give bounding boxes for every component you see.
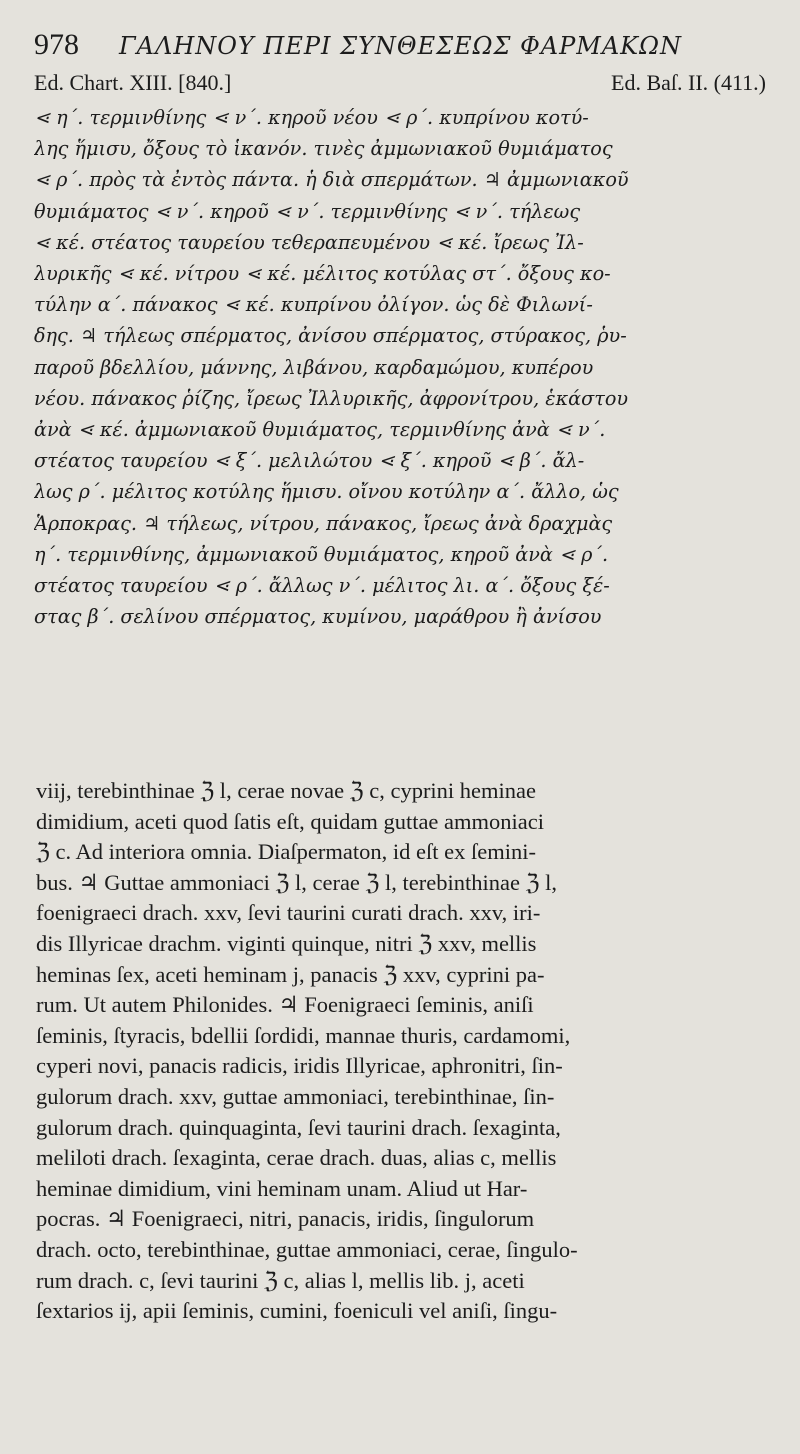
latin-text (36, 776, 766, 1327)
greek-line: Ἁρποκρας. ♃ τήλεως, νίτρου, πάνακος, ἴρεως ἀνὰ δραχμὰς (34, 511, 613, 535)
greek-line: στέατος ταυρείου ⋖ ρ΄. ἄλλως ν΄. μέλιτος λι. α΄. ὄξους ξέ- (34, 574, 610, 598)
latin-line: drach. octo, terebinthinae, guttae ammoniaci, cerae, ſingulo- (36, 1236, 578, 1262)
greek-line: νέου. πάνακος ῥίζης, ἴρεως Ἰλλυρικῆς, ἀφρονίτρου, ἑκάστου (34, 386, 629, 410)
latin-line: gulorum drach. quinquaginta, ſevi taurini drach. ſexaginta, (36, 1114, 561, 1140)
greek-text (34, 102, 766, 632)
latin-line: rum drach. c, ſevi taurini ℨ c, alias l, mellis lib. j, aceti (36, 1267, 525, 1293)
latin-line: heminas ſex, aceti heminam j, panacis ℨ xxv, cyprini pa- (36, 961, 545, 987)
latin-line: dis Illyricae drachm. viginti quinque, nitri ℨ xxv, mellis (36, 930, 537, 956)
greek-line: λυρικῆς ⋖ κέ. νίτρου ⋖ κέ. μέλιτος κοτύλας στ΄. ὄξους κο- (34, 262, 611, 286)
running-title: ΓΑΛΗΝΟΥ ΠΕΡΙ ΣΥΝΘΕΣΕΩΣ ΦΑΡΜΑΚΩΝ (119, 32, 682, 60)
greek-line: λης ἥμισυ, ὄξους τὸ ἱκανόν. τινὲς ἀμμωνιακοῦ θυμιάματος (34, 137, 613, 161)
greek-line: η΄. τερμινθίνης, ἀμμωνιακοῦ θυμιάματος, κηροῦ ἀνὰ ⋖ ρ΄. (34, 542, 609, 566)
greek-line: ⋖ η΄. τερμινθίνης ⋖ ν΄. κηροῦ νέου ⋖ ρ΄. κυπρίνου κοτύ- (34, 106, 589, 129)
latin-line: ℨ c. Ad interiora omnia. Diaſpermaton, id eſt ex ſemini- (36, 839, 536, 865)
latin-line: heminae dimidium, vini heminam unam. Aliud ut Har- (36, 1175, 528, 1201)
greek-line: τύλην α΄. πάνακος ⋖ κέ. κυπρίνου ὀλίγον. ὡς δὲ Φιλωνί- (34, 293, 593, 317)
edition-chartier: Ed. Chart. XIII. [840.] (34, 70, 232, 95)
greek-line: στέατος ταυρείου ⋖ ξ΄. μελιλώτου ⋖ ξ΄. κηροῦ ⋖ β΄. ἄλ- (34, 449, 585, 473)
edition-basel: Ed. Baſ. II. (411.) (611, 70, 766, 95)
latin-line: viij, terebinthinae ℨ l, cerae novae ℨ c, cyprini heminae (36, 778, 537, 803)
greek-line: λως ρ΄. μέλιτος κοτύλης ἥμισυ. οἴνου κοτύλην α΄. ἄλλο, ὡς (34, 480, 619, 504)
latin-line: gulorum drach. xxv, guttae ammoniaci, terebinthinae, ſin- (36, 1083, 555, 1109)
latin-line: dimidium, aceti quod ſatis eſt, quidam guttae ammoniaci (36, 808, 545, 834)
greek-line: θυμιάματος ⋖ ν΄. κηροῦ ⋖ ν΄. τερμινθίνης ⋖ ν΄. τήλεως (34, 199, 581, 223)
page-number: 978 (34, 28, 79, 61)
greek-line: στας β΄. σελίνου σπέρματος, κυμίνου, μαράθρου ἢ ἀνίσου (34, 605, 602, 629)
edition-references (34, 66, 766, 100)
latin-line: foenigraeci drach. xxv, ſevi taurini curati drach. xxv, iri- (36, 900, 541, 926)
page-header (34, 24, 766, 66)
latin-line: pocras. ♃ Foenigraeci, nitri, panacis, iridis, ſingulorum (36, 1206, 535, 1232)
latin-line: meliloti drach. ſexaginta, cerae drach. duas, alias c, mellis (36, 1145, 557, 1171)
greek-line: ⋖ κέ. στέατος ταυρείου τεθεραπευμένου ⋖ κέ. ἴρεως Ἰλ- (34, 230, 584, 254)
greek-line: δης. ♃ τήλεως σπέρματος, ἀνίσου σπέρματος, στύρακος, ῥυ- (34, 324, 627, 348)
greek-line: ⋖ ρ΄. πρὸς τὰ ἐντὸς πάντα. ἡ διὰ σπερμάτων. ♃ ἀμμωνιακοῦ (34, 168, 629, 192)
greek-line: ἀνὰ ⋖ κέ. ἀμμωνιακοῦ θυμιάματος, τερμινθίνης ἀνὰ ⋖ ν΄. (34, 418, 606, 442)
latin-line: bus. ♃ Guttae ammoniaci ℨ l, cerae ℨ l, terebinthinae ℨ l, (36, 869, 557, 895)
latin-line: ſextarios ij, apii ſeminis, cumini, foeniculi vel aniſi, ſingu- (36, 1298, 558, 1324)
latin-line: rum. Ut autem Philonides. ♃ Foenigraeci ſeminis, aniſi (36, 992, 534, 1018)
latin-line: cyperi novi, panacis radicis, iridis Illyricae, aphronitri, ſin- (36, 1053, 563, 1079)
latin-line: ſeminis, ſtyracis, bdellii ſordidi, mannae thuris, cardamomi, (36, 1022, 571, 1048)
greek-line: παροῦ βδελλίου, μάννης, λιβάνου, καρδαμώμου, κυπέρου (34, 355, 594, 379)
